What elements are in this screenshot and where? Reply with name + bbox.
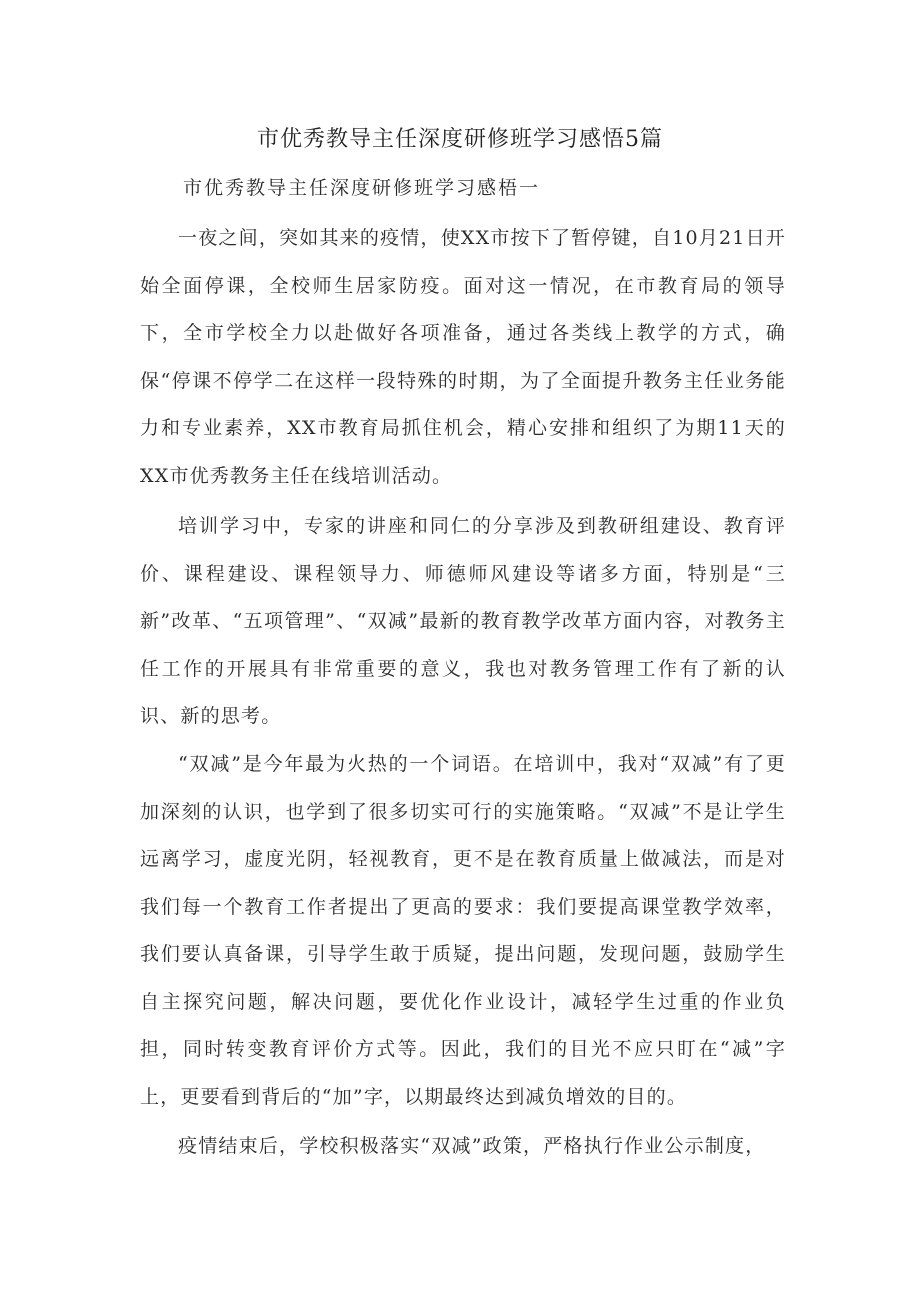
paragraph: 培训学习中，专家的讲座和同仁的分享涉及到教研组建设、教育评价、课程建设、课程领导力、师德师风建设等诸多方面，特别是“三新”改革、“五项管理”、“双减”最新的教育教学改革方面内容，对教务主任工作的开展具有非常重要的意义，我也对教务管理工作有了新的认识、新的思考。 xyxy=(140,515,786,727)
document-subtitle: 市优秀教导主任深度研修班学习感梧一 xyxy=(183,177,541,199)
paragraph: “双减”是今年最为火热的一个词语。在培训中，我对“双减”有了更加深刻的认识，也学到了很多切实可行的实施策略。“双减”不是让学生远离学习，虚度光阴，轻视教育，更不是在教育质量上做减法，而是对我们每一个教育工作者提出了更高的要求：我们要提高课堂教学效率，我们要认真备课，引导学生敢于质疑，提出问题，发现问题，鼓励学生自主探究问题，解决问题，要优化作业设计，减轻学生过重的作业负担，同时转变教育评价方式等。因此，我们的目光不应只盯在“减”字上，更要看到背后的“加”字，以期最终达到减负增效的目的。 xyxy=(140,753,786,1108)
paragraph: 一夜之间，突如其来的疫情，使XX市按下了暂停键，自10月21日开始全面停课，全校师生居家防疫。面对这一情况，在市教育局的领导下，全市学校全力以赴做好各项准备，通过各类线上教学的方式，确保“停课不停学二在这样一段特殊的时期，为了全面提升教务主任业务能力和专业素养，XX市教育局抓住机会，精心安排和组织了为期11天的XX市优秀教务主任在线培训活动。 xyxy=(140,227,786,487)
paragraph: 疫情结束后，学校积极落实“双减”政策，严格执行作业公示制度， xyxy=(178,1135,766,1157)
document-title: 市优秀教导主任深度研修班学习感悟5篇 xyxy=(257,127,663,152)
